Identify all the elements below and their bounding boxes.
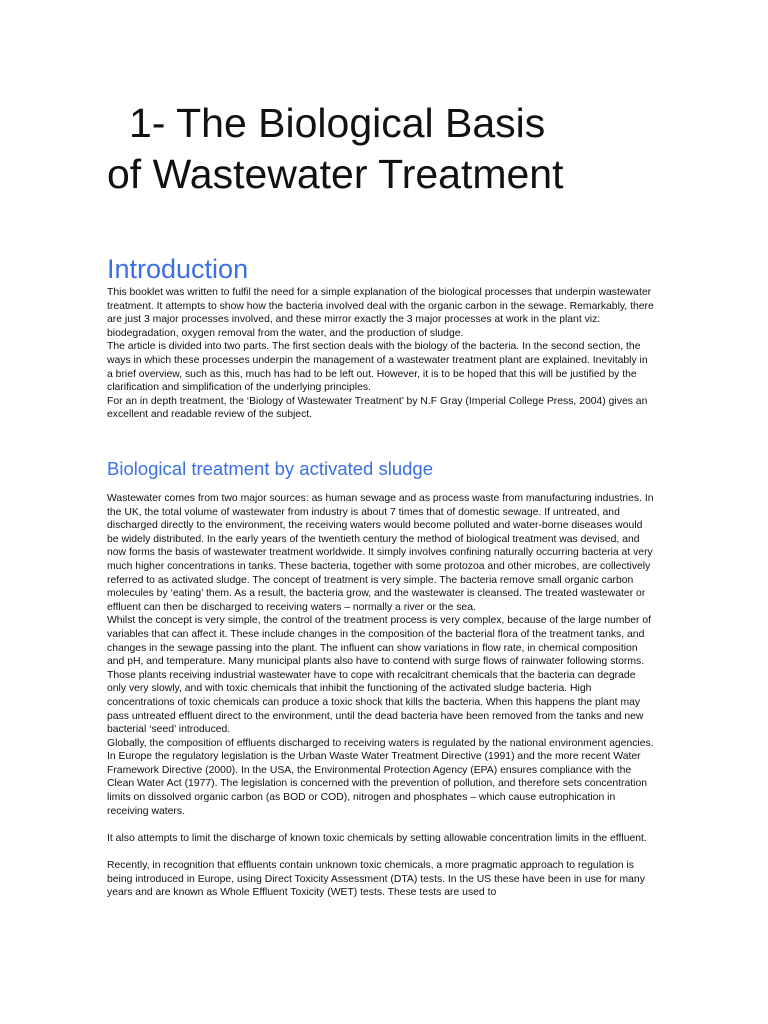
title-line-2: of Wastewater Treatment bbox=[107, 151, 564, 197]
sludge-paragraph: Recently, in recognition that effluents contain unknown toxic chemicals, a more pragmatic approach to regulation is being introduced in Europe, using Direct Toxicity Assessment (DTA) tests. In the US these have been in use for many years and are known as Whole Effluent Toxicity (WET) tests. These tests are used to bbox=[107, 860, 645, 899]
sludge-paragraph: It also attempts to limit the discharge of known toxic chemicals by setting allowable concentration limits in the effluent. bbox=[107, 832, 647, 844]
activated-sludge-heading: Biological treatment by activated sludge bbox=[107, 458, 433, 479]
intro-paragraph: For an in depth treatment, the ‘Biology of Wastewater Treatment’ by N.F Gray (Imperial College Press, 2004) gives an excellent and readable review of the subject. bbox=[107, 395, 648, 421]
activated-sludge-body bbox=[107, 492, 655, 900]
sludge-paragraph: Wastewater comes from two major sources: as human sewage and as process waste from manufacturing industries. In the UK, the total volume of wastewater from industry is about 7 times that of domestic sewage. If untreated, and discharged directly to the environment, the receiving waters would become polluted and water-borne diseases would be widely distributed. In the early years of the twentieth century the method of biological treatment was devised, and now forms the basis of wastewater treatment worldwide. It simply involves confining naturally occurring bacteria at very much higher concentrations in tanks. These bacteria, together with some protozoa and other microbes, are collectively referred to as activated sludge. The concept of treatment is very simple. The bacteria remove small organic carbon molecules by ‘eating’ them. As a result, the bacteria grow, and the wastewater is cleansed. The treated wastewater or effluent can then be discharged to receiving waters – normally a river or the sea. bbox=[107, 493, 654, 613]
intro-paragraph: This booklet was written to fulfil the need for a simple explanation of the biological processes that underpin wastewater treatment. It attempts to show how the bacteria involved deal with the organic carbon in the sewage. Remarkably, there bbox=[107, 287, 654, 312]
sludge-paragraph: Whilst the concept is very simple, the control of the treatment process is very complex, because of the large number of variables that can affect it. These include changes in the composition of the bacterial flora of the treatment tanks, and changes in the sewage passing into the plant. The influent can show variations in flow rate, in chemical composition and pH, and temperature. Many municipal plants also have to contend with surge flows of rainwater following storms. Those plants receiving industrial wastewater have to cope with recalcitrant chemicals that the bacteria can degrade only very slowly, and with toxic chemicals that inhibit the functioning of the activated sludge bacteria. High concentrations of toxic chemicals can produce a toxic shock that kills the bacteria. When this happens the plant may pass untreated effluent direct to the environment, until the dead bacteria have been removed from the tanks and new bacterial ‘seed’ introduced. bbox=[107, 615, 652, 736]
introduction-body bbox=[107, 286, 655, 422]
sludge-paragraph: Globally, the composition of effluents discharged to receiving waters is regulated by the national environment agencies. In Europe the regulatory legislation is the Urban Waste Water Treatment Directive (1991) and the more recent Water Framework Directive (2000). In the USA, the Environmental Protection Agency (EPA) ensures compliance with the Clean Water Act (1977). The legislation is concerned with the prevention of pollution, and therefore sets concentration limits on dissolved organic carbon (as BOD or COD), nitrogen and phosphates – which cause eutrophication in receiving waters. bbox=[107, 737, 654, 817]
intro-paragraph: are just 3 major processes involved, and these mirror exactly the 3 major processes at work in the plant viz: biodegradation, oxygen removal from the water, and the production of sludge. bbox=[107, 314, 601, 339]
title-line-1: 1- The Biological Basis bbox=[129, 100, 546, 146]
introduction-heading: Introduction bbox=[107, 254, 249, 284]
intro-paragraph: The article is divided into two parts. The first section deals with the biology of the bacteria. In the second section, the ways in which these processes underpin the management of a wastewater treatment plant are explained. Inevitably in a brief overview, such as this, much has had to be left out. However, it is to be hoped that this will be justified by the clarification and simplification of the underlying principles. bbox=[107, 341, 648, 394]
document-title bbox=[107, 98, 727, 200]
